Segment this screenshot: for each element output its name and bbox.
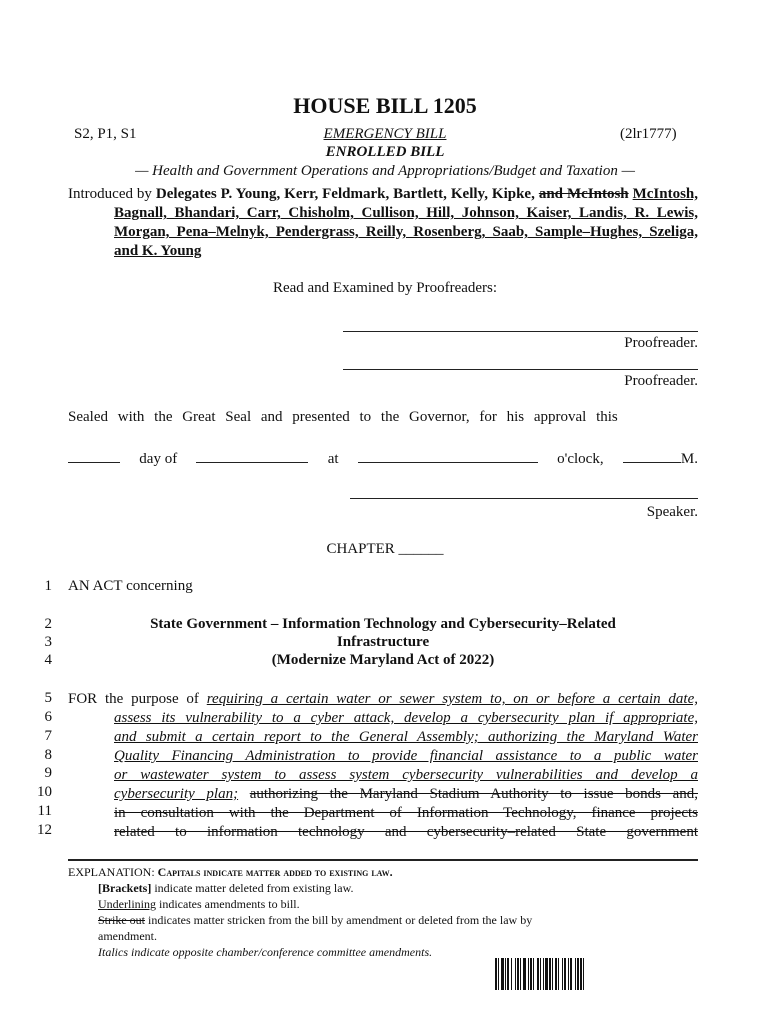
line-number: 3 bbox=[44, 634, 52, 650]
emergency-bill-label: EMERGENCY BILL bbox=[323, 126, 447, 142]
strike-text: indicates matter stricken from the bill by amendment or deleted from the law by bbox=[145, 913, 533, 927]
purpose-text-2: assess its vulnerability to a cyber attack, develop a cybersecurity plan if appropriate, bbox=[114, 710, 698, 726]
line-number: 12 bbox=[37, 822, 52, 838]
sponsors-lead: Delegates P. Young, Kerr, Feldmark, Bartlett, Kelly, Kipke, bbox=[155, 186, 535, 202]
line-number: 4 bbox=[44, 652, 52, 668]
speaker-signature-line bbox=[350, 498, 698, 499]
proofreader-label-1: Proofreader. bbox=[624, 335, 698, 351]
line-number: 5 bbox=[44, 690, 52, 706]
explanation-divider bbox=[68, 859, 698, 861]
line-number: 11 bbox=[37, 803, 52, 819]
line-number: 9 bbox=[44, 765, 52, 781]
drafting-number: (2lr1777) bbox=[620, 126, 677, 142]
oclock-label: o'clock, bbox=[557, 451, 604, 467]
speaker-label: Speaker. bbox=[646, 504, 698, 520]
blank-day bbox=[68, 448, 120, 463]
sponsors-added: McIntosh, Bagnall, Bhandari, Carr, Chisholm, Cullison, Hill, Johnson, Kaiser, Landis, R. Lewis, Morgan, Pena–Melnyk, Pendergrass, Reilly, Rosenberg, Saab, Sample–Hughes, Szeliga, and K. Young bbox=[114, 186, 699, 259]
purpose-struck-6b: authorizing the Maryland Stadium Authority to issue bonds and, bbox=[249, 786, 698, 802]
sponsors-block bbox=[68, 185, 698, 261]
line-number: 7 bbox=[44, 728, 52, 744]
explanation-capitals: Capitals indicate matter added to existing law. bbox=[157, 865, 393, 879]
m-label: M. bbox=[680, 451, 698, 467]
blank-meridiem bbox=[623, 448, 681, 463]
enrolled-bill-label: ENROLLED BILL bbox=[325, 144, 445, 160]
chapter-line: CHAPTER ______ bbox=[326, 541, 444, 557]
purpose-text-1: requiring a certain water or sewer system to, on or before a certain date, bbox=[206, 691, 698, 707]
blank-month bbox=[196, 448, 308, 463]
sponsors-struck: and McIntosh bbox=[538, 186, 629, 202]
barcode-image bbox=[495, 958, 680, 990]
purpose-text-4: Quality Financing Administration to provide financial assistance to a public water bbox=[114, 748, 698, 764]
purpose-prefix: FOR the purpose of bbox=[68, 691, 207, 707]
act-title-line-2: Infrastructure bbox=[336, 634, 430, 650]
underlining-text: indicates amendments to bill. bbox=[156, 897, 300, 911]
brackets-text: indicate matter deleted from existing law. bbox=[151, 881, 354, 895]
act-title-line-1: State Government – Information Technology and Cybersecurity–Related bbox=[150, 616, 616, 632]
proofreader-signature-line-1 bbox=[343, 331, 698, 332]
purpose-text-5: or wastewater system to assess system cybersecurity vulnerabilities and develop a bbox=[114, 767, 698, 783]
purpose-paragraph bbox=[68, 690, 698, 842]
line-number: 2 bbox=[44, 616, 52, 632]
line-number: 10 bbox=[37, 784, 52, 800]
at-label: at bbox=[327, 451, 339, 467]
day-of-label: day of bbox=[139, 451, 178, 467]
proofreader-signature-line-2 bbox=[343, 369, 698, 370]
barcode-stripe bbox=[584, 958, 587, 990]
strike-mark: Strike out bbox=[98, 913, 145, 927]
date-blanks-row bbox=[68, 448, 698, 468]
strike-text-continued: amendment. bbox=[98, 929, 157, 943]
purpose-text-3: and submit a certain report to the General Assembly; authorizing the Maryland Water bbox=[114, 729, 698, 745]
purpose-text-6a: cybersecurity plan; bbox=[114, 786, 239, 802]
bill-title-heading: HOUSE BILL 1205 bbox=[293, 93, 477, 118]
purpose-struck-7: in consultation with the Department of Information Technology, finance projects bbox=[114, 805, 698, 821]
brackets-mark: [Brackets] bbox=[98, 881, 152, 895]
act-short-title: (Modernize Maryland Act of 2022) bbox=[271, 652, 495, 668]
subject-codes: S2, P1, S1 bbox=[74, 126, 137, 142]
sponsors-prefix: Introduced by bbox=[68, 186, 156, 202]
line-number: 1 bbox=[44, 578, 52, 594]
blank-time bbox=[358, 448, 538, 463]
italics-text: Italics indicate opposite chamber/conference committee amendments. bbox=[98, 945, 433, 959]
underlining-mark: Underlining bbox=[98, 897, 156, 911]
read-examined: Read and Examined by Proofreaders: bbox=[272, 280, 498, 296]
explanation-block bbox=[68, 864, 698, 960]
committees-line: — Health and Government Operations and Appropriations/Budget and Taxation — bbox=[135, 163, 635, 179]
sealed-statement: Sealed with the Great Seal and presented to the Governor, for his approval this bbox=[68, 409, 618, 425]
proofreader-label-2: Proofreader. bbox=[624, 373, 698, 389]
purpose-struck-8: related to information technology and cybersecurity–related State government bbox=[114, 824, 698, 840]
line-number: 6 bbox=[44, 709, 52, 725]
explanation-label: EXPLANATION: bbox=[68, 865, 158, 879]
line-number: 8 bbox=[44, 747, 52, 763]
act-concerning: AN ACT concerning bbox=[68, 578, 193, 594]
